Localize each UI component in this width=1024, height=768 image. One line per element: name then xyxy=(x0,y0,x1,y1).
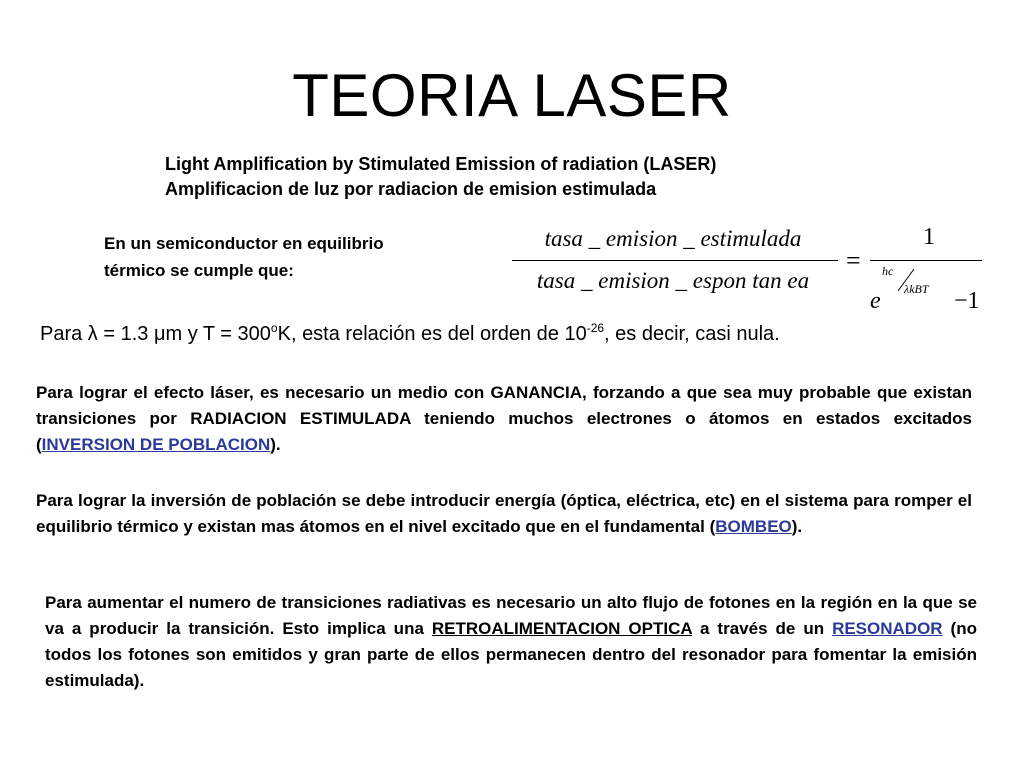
paragraph-ganancia-text: Para lograr el efecto láser, es necesario un medio con GANANCIA, forzando a que sea muy probable que existan transiciones por RADIACION ESTIMULADA teniendo muchos electrones o átomos en estados excitados ( xyxy=(36,383,972,454)
equilibrium-line1: En un semiconductor en equilibrio xyxy=(104,234,384,253)
formula-exp-base: e xyxy=(870,288,881,314)
paragraph-resonador-text-1: Para aumentar el numero de transiciones radiativas es necesario un alto flujo de fotones en la región en la que se va a producir la transición. Esto implica una xyxy=(45,593,977,638)
lambda-text-1: Para λ = 1.3 μm y T = 300 xyxy=(40,323,271,345)
formula-exp-hc: hc xyxy=(882,264,894,278)
paragraph-bombeo xyxy=(36,488,972,540)
paragraph-resonador-text-3: (no todos los fotones son emitidos y gran parte de ellos permanecen dentro del resonador para fomentar la emisión estimulada). xyxy=(45,619,977,690)
lambda-text-3: , es decir, casi nula. xyxy=(604,323,780,345)
link-inversion-poblacion[interactable]: INVERSION DE POBLACION xyxy=(41,435,271,454)
paragraph-resonador-text-2: a través de un xyxy=(692,619,833,638)
formula-right-bar xyxy=(870,260,982,261)
lambda-text-2: K, esta relación es del orden de 10 xyxy=(277,323,587,345)
formula-right-denominator xyxy=(870,264,988,314)
formula-equals-sign: = xyxy=(846,246,861,275)
lambda-relation-text xyxy=(40,319,990,349)
subtitle-english: Light Amplification by Stimulated Emission of radiation (LASER) xyxy=(165,154,717,174)
formula-numerator: tasa _ emision _ estimulada xyxy=(544,226,802,251)
paragraph-bombeo-end: ). xyxy=(791,517,803,536)
paragraph-ganancia xyxy=(36,380,972,458)
paragraph-resonador xyxy=(45,590,977,694)
formula-left-fraction xyxy=(508,218,838,318)
equilibrium-text xyxy=(104,230,499,284)
page-title: TEORIA LASER xyxy=(292,62,732,129)
formula-right-numerator: 1 xyxy=(923,224,935,250)
formula-denominator: tasa _ emision _ espon tan ea xyxy=(536,268,810,293)
retroalimentacion-optica-term: RETROALIMENTACION OPTICA xyxy=(431,619,693,638)
equilibrium-line2: térmico se cumple que: xyxy=(104,261,294,280)
paragraph-bombeo-text: Para lograr la inversión de población se debe introducir energía (óptica, eléctrica, etc) en el sistema para romper el equilibrio térmico y existan mas átomos en el nivel excitado que en el fundamental ( xyxy=(36,491,972,536)
link-resonador[interactable]: RESONADOR xyxy=(832,619,943,638)
link-bombeo[interactable]: BOMBEO xyxy=(715,517,792,536)
formula-right-fraction xyxy=(870,218,988,318)
formula-left-bar xyxy=(512,260,838,261)
paragraph-ganancia-end: ). xyxy=(270,435,281,454)
subtitle-block xyxy=(165,152,945,202)
formula-minus-one: −1 xyxy=(954,288,980,314)
formula-exp-lkbt: λkBT xyxy=(904,282,929,296)
lambda-sup-degree: o xyxy=(270,321,278,335)
emission-ratio-formula xyxy=(508,218,988,318)
subtitle-spanish: Amplificacion de luz por radiacion de emision estimulada xyxy=(165,179,657,199)
lambda-sup-exponent: -26 xyxy=(586,321,605,335)
